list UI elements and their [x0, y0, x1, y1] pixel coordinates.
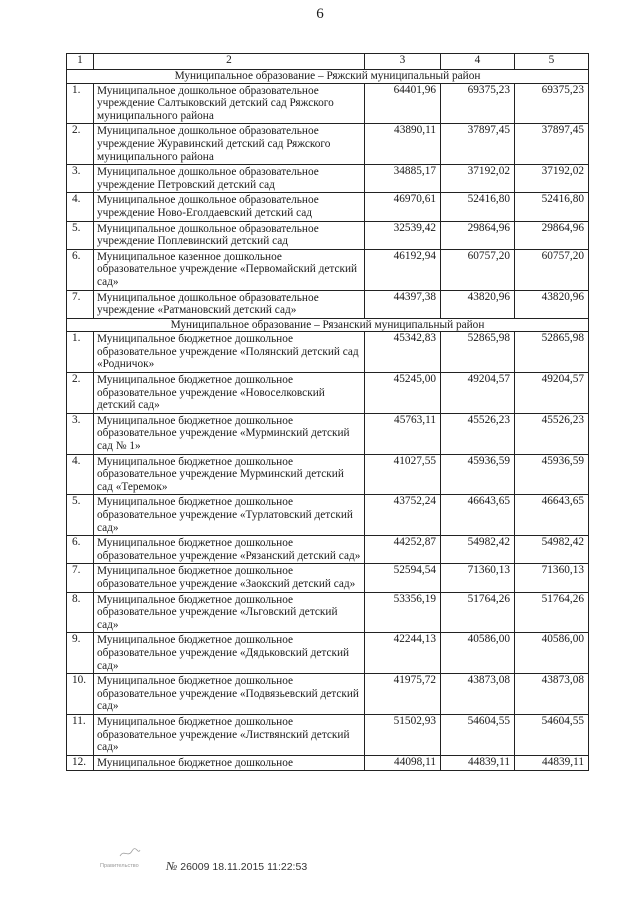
institution-name: Муниципальное бюджетное дошкольное: [94, 755, 365, 771]
value-col-3: 51502,93: [365, 714, 441, 755]
institution-name: Муниципальное казенное дошкольное образовательное учреждение «Первомайский детский сад»: [94, 249, 365, 290]
section-title: Муниципальное образование – Рязанский муниципальный район: [67, 318, 589, 332]
value-col-5: 54604,55: [515, 714, 589, 755]
institution-name: Муниципальное бюджетное дошкольное образовательное учреждение «Новоселковский детский сад»: [94, 373, 365, 414]
value-col-4: 49204,57: [441, 373, 515, 414]
header-cell: 2: [94, 54, 365, 70]
table-row: [67, 165, 589, 193]
value-col-5: 43820,96: [515, 290, 589, 318]
value-col-5: 54982,42: [515, 536, 589, 564]
value-col-4: 37897,45: [441, 124, 515, 165]
value-col-4: 46643,65: [441, 495, 515, 536]
value-col-3: 44397,38: [365, 290, 441, 318]
table-row: [67, 221, 589, 249]
document-datetime: 18.11.2015 11:22:53: [212, 861, 308, 873]
value-col-4: 69375,23: [441, 83, 515, 124]
row-number: 5.: [67, 221, 94, 249]
value-col-4: 40586,00: [441, 633, 515, 674]
institution-name: Муниципальное бюджетное дошкольное образовательное учреждение «Рязанский детский сад»: [94, 536, 365, 564]
value-col-5: 45936,59: [515, 454, 589, 495]
value-col-4: 29864,96: [441, 221, 515, 249]
header-cell: 4: [441, 54, 515, 70]
value-col-3: 44252,87: [365, 536, 441, 564]
value-col-5: 69375,23: [515, 83, 589, 124]
header-cell: 1: [67, 54, 94, 70]
value-col-5: 37897,45: [515, 124, 589, 165]
table-row: [67, 592, 589, 633]
institution-name: Муниципальное бюджетное дошкольное образовательное учреждение «Льговский детский сад»: [94, 592, 365, 633]
institution-name: Муниципальное бюджетное дошкольное образовательное учреждение Мурминский детский сад «Теремок»: [94, 454, 365, 495]
value-col-3: 46970,61: [365, 193, 441, 221]
value-col-3: 43752,24: [365, 495, 441, 536]
value-col-3: 52594,54: [365, 564, 441, 592]
value-col-5: 37192,02: [515, 165, 589, 193]
value-col-5: 29864,96: [515, 221, 589, 249]
row-number: 4.: [67, 454, 94, 495]
section-row: [67, 318, 589, 332]
value-col-4: 43820,96: [441, 290, 515, 318]
stamp-label: Правительство: [100, 863, 139, 869]
row-number: 12.: [67, 755, 94, 771]
value-col-4: 60757,20: [441, 249, 515, 290]
row-number: 2.: [67, 373, 94, 414]
value-col-5: 52416,80: [515, 193, 589, 221]
number-sign: №: [166, 859, 178, 873]
row-number: 1.: [67, 332, 94, 373]
row-number: 5.: [67, 495, 94, 536]
value-col-4: 52865,98: [441, 332, 515, 373]
value-col-5: 40586,00: [515, 633, 589, 674]
table-row: [67, 249, 589, 290]
table-row: [67, 332, 589, 373]
row-number: 8.: [67, 592, 94, 633]
value-col-3: 41027,55: [365, 454, 441, 495]
funding-table: [66, 53, 589, 771]
table-row: [67, 755, 589, 771]
institution-name: Муниципальное дошкольное образовательное учреждение Поплевинский детский сад: [94, 221, 365, 249]
value-col-3: 46192,94: [365, 249, 441, 290]
institution-name: Муниципальное бюджетное дошкольное образовательное учреждение «Дядьковский детский сад»: [94, 633, 365, 674]
table-body: [67, 54, 589, 771]
value-col-5: 45526,23: [515, 413, 589, 454]
row-number: 9.: [67, 633, 94, 674]
table-row: [67, 124, 589, 165]
value-col-5: 51764,26: [515, 592, 589, 633]
row-number: 6.: [67, 249, 94, 290]
institution-name: Муниципальное дошкольное образовательное учреждение «Ратмановский детский сад»: [94, 290, 365, 318]
row-number: 7.: [67, 564, 94, 592]
institution-name: Муниципальное дошкольное образовательное учреждение Салтыковский детский сад Ряжского муниципального района: [94, 83, 365, 124]
value-col-4: 45526,23: [441, 413, 515, 454]
row-number: 10.: [67, 674, 94, 715]
value-col-3: 45763,11: [365, 413, 441, 454]
institution-name: Муниципальное дошкольное образовательное учреждение Журавинский детский сад Ряжского муниципального района: [94, 124, 365, 165]
table-row: [67, 373, 589, 414]
row-number: 1.: [67, 83, 94, 124]
value-col-3: 64401,96: [365, 83, 441, 124]
institution-name: Муниципальное бюджетное дошкольное образовательное учреждение «Мурминский детский сад № 1»: [94, 413, 365, 454]
table-row: [67, 536, 589, 564]
institution-name: Муниципальное бюджетное дошкольное образовательное учреждение «Листвянский детский сад»: [94, 714, 365, 755]
header-cell: 3: [365, 54, 441, 70]
institution-name: Муниципальное бюджетное дошкольное образовательное учреждение «Турлатовский детский сад»: [94, 495, 365, 536]
institution-name: Муниципальное дошкольное образовательное учреждение Ново-Еголдаевский детский сад: [94, 193, 365, 221]
table-row: [67, 633, 589, 674]
row-number: 3.: [67, 413, 94, 454]
value-col-5: 44839,11: [515, 755, 589, 771]
value-col-4: 43873,08: [441, 674, 515, 715]
value-col-3: 53356,19: [365, 592, 441, 633]
institution-name: Муниципальное дошкольное образовательное учреждение Петровский детский сад: [94, 165, 365, 193]
value-col-3: 43890,11: [365, 124, 441, 165]
value-col-4: 51764,26: [441, 592, 515, 633]
table-row: [67, 564, 589, 592]
value-col-5: 43873,08: [515, 674, 589, 715]
document-registration-info: [166, 859, 307, 874]
section-title: Муниципальное образование – Ряжский муниципальный район: [67, 70, 589, 84]
table-row: [67, 193, 589, 221]
value-col-4: 44839,11: [441, 755, 515, 771]
row-number: 2.: [67, 124, 94, 165]
document-number: 26009: [180, 861, 210, 873]
table-row: [67, 674, 589, 715]
table-header-row: [67, 54, 589, 70]
registration-stamp: [100, 847, 160, 873]
value-col-4: 71360,13: [441, 564, 515, 592]
institution-name: Муниципальное бюджетное дошкольное образовательное учреждение «Заокский детский сад»: [94, 564, 365, 592]
row-number: 3.: [67, 165, 94, 193]
value-col-3: 34885,17: [365, 165, 441, 193]
row-number: 6.: [67, 536, 94, 564]
value-col-3: 32539,42: [365, 221, 441, 249]
value-col-4: 45936,59: [441, 454, 515, 495]
value-col-3: 45342,83: [365, 332, 441, 373]
institution-name: Муниципальное бюджетное дошкольное образовательное учреждение «Подвязьевский детский сад»: [94, 674, 365, 715]
institution-name: Муниципальное бюджетное дошкольное образовательное учреждение «Полянский детский сад «Родничок»: [94, 332, 365, 373]
value-col-4: 37192,02: [441, 165, 515, 193]
table-row: [67, 454, 589, 495]
value-col-5: 49204,57: [515, 373, 589, 414]
value-col-3: 41975,72: [365, 674, 441, 715]
value-col-5: 60757,20: [515, 249, 589, 290]
value-col-5: 52865,98: [515, 332, 589, 373]
value-col-5: 46643,65: [515, 495, 589, 536]
value-col-4: 54982,42: [441, 536, 515, 564]
table-row: [67, 83, 589, 124]
value-col-4: 54604,55: [441, 714, 515, 755]
value-col-3: 44098,11: [365, 755, 441, 771]
row-number: 4.: [67, 193, 94, 221]
value-col-5: 71360,13: [515, 564, 589, 592]
row-number: 11.: [67, 714, 94, 755]
row-number: 7.: [67, 290, 94, 318]
header-cell: 5: [515, 54, 589, 70]
value-col-3: 42244,13: [365, 633, 441, 674]
page-number: 6: [316, 6, 324, 22]
stamp-scribble-icon: [118, 847, 142, 859]
table-row: [67, 413, 589, 454]
value-col-4: 52416,80: [441, 193, 515, 221]
table-row: [67, 495, 589, 536]
value-col-3: 45245,00: [365, 373, 441, 414]
section-row: [67, 70, 589, 84]
table-row: [67, 714, 589, 755]
table-row: [67, 290, 589, 318]
